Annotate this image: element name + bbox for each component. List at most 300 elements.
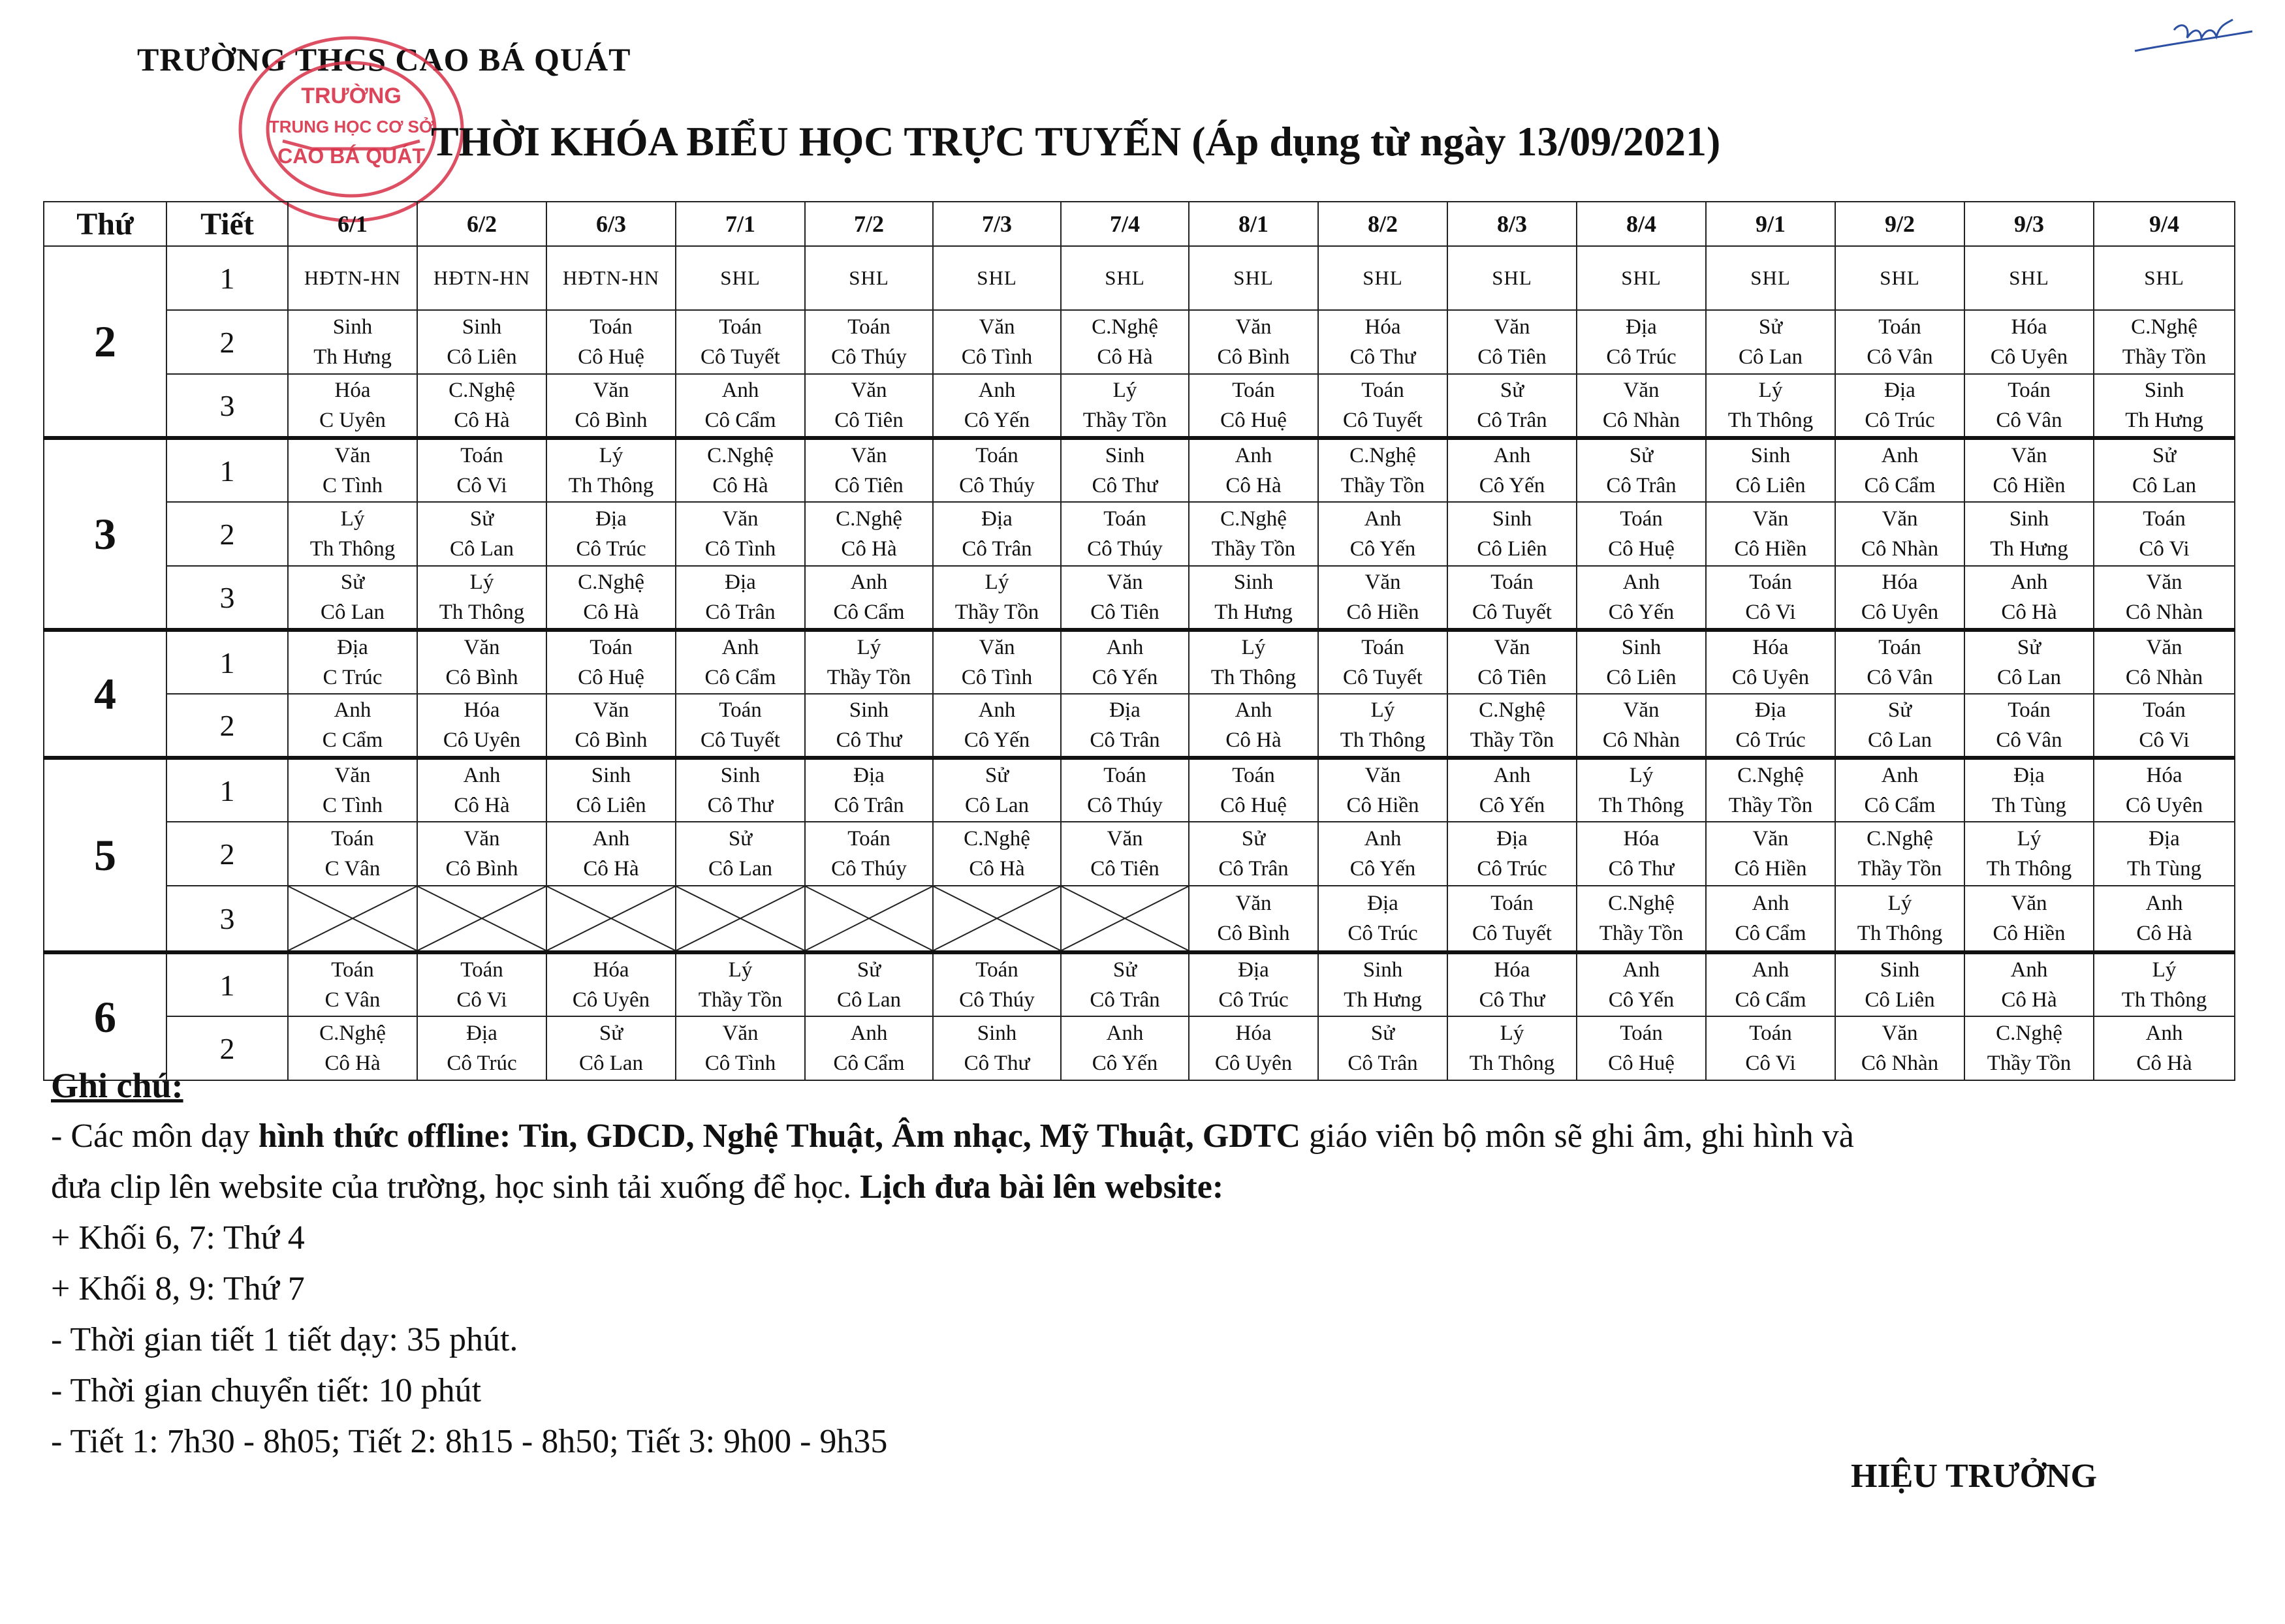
lesson-cell bbox=[933, 822, 1061, 886]
teacher-name: Cô Hà bbox=[583, 601, 639, 624]
teacher-name: Cô Nhàn bbox=[1861, 1052, 1939, 1075]
subject-name: Toán bbox=[331, 958, 374, 982]
subject-name: Lý bbox=[857, 636, 881, 659]
subject-name: Văn bbox=[1752, 507, 1789, 531]
lesson-cell bbox=[546, 694, 676, 758]
lesson-cell bbox=[1835, 822, 1964, 886]
teacher-name: Cô Trúc bbox=[1865, 409, 1935, 432]
lesson-cell bbox=[2094, 694, 2235, 758]
teacher-name: Cô Vi bbox=[1745, 1052, 1796, 1075]
teacher-name: Cô Hà bbox=[1225, 474, 1282, 497]
subject-name: Hóa bbox=[1235, 1022, 1272, 1045]
teacher-name: Cô Thúy bbox=[1087, 794, 1163, 817]
subject-name: SHL bbox=[1621, 266, 1662, 289]
lesson-cell bbox=[1447, 246, 1577, 310]
lesson-cell bbox=[1964, 438, 2094, 502]
subject-name: C.Nghệ bbox=[1867, 827, 1933, 851]
lesson-cell bbox=[417, 694, 546, 758]
lesson-cell bbox=[933, 952, 1061, 1016]
lesson-cell bbox=[676, 310, 805, 374]
period-cell: 2 bbox=[166, 502, 288, 566]
period-cell: 1 bbox=[166, 758, 288, 822]
subject-name: Văn bbox=[1882, 507, 1918, 531]
subject-name: Toán bbox=[2143, 507, 2186, 531]
subject-name: SHL bbox=[720, 266, 761, 289]
subject-name: Sinh bbox=[1750, 444, 1791, 467]
teacher-name: Cô Trân bbox=[1090, 988, 1160, 1012]
subject-name: Văn bbox=[979, 315, 1015, 339]
subject-name: Toán bbox=[1620, 1022, 1663, 1045]
subject-name: SHL bbox=[2144, 266, 2184, 289]
teacher-name: Cô Tuyết bbox=[1472, 922, 1552, 945]
header-class: 8/2 bbox=[1318, 202, 1447, 246]
subject-name: C.Nghệ bbox=[836, 507, 902, 531]
teacher-name: Cô Lan bbox=[449, 537, 514, 561]
table-row bbox=[44, 310, 2235, 374]
subject-name: Sử bbox=[469, 507, 494, 531]
teacher-name: Cô Uyên bbox=[1214, 1052, 1293, 1075]
subject-name: Anh bbox=[592, 827, 630, 851]
lesson-cell bbox=[1318, 246, 1447, 310]
lesson-cell bbox=[1061, 758, 1189, 822]
teacher-name: Cô Hà bbox=[712, 474, 768, 497]
subject-name: Địa bbox=[1496, 827, 1528, 851]
lesson-cell bbox=[676, 822, 805, 886]
teacher-name: Cô Uyên bbox=[443, 728, 521, 752]
teacher-name: Cô Vi bbox=[2139, 537, 2190, 561]
teacher-name: Cô Hà bbox=[2136, 1052, 2192, 1075]
subject-name: Toán bbox=[460, 958, 503, 982]
teacher-name: Th Hưng bbox=[2125, 409, 2203, 432]
subject-name: C.Nghệ bbox=[1479, 698, 1545, 722]
cross-mark-icon bbox=[289, 886, 417, 950]
lesson-cell bbox=[805, 758, 933, 822]
lesson-cell bbox=[1706, 952, 1835, 1016]
teacher-name: Cô Trân bbox=[962, 537, 1032, 561]
subject-name: Sử bbox=[1112, 958, 1137, 982]
no-class-cell bbox=[546, 886, 676, 952]
lesson-cell bbox=[805, 310, 933, 374]
subject-name: Sinh bbox=[720, 764, 761, 787]
subject-name: Hóa bbox=[1364, 315, 1401, 339]
teacher-name: Cô Hà bbox=[969, 857, 1025, 881]
teacher-name: Cô Tình bbox=[961, 666, 1033, 689]
subject-name: Lý bbox=[340, 507, 365, 531]
subject-name: Sinh bbox=[332, 315, 373, 339]
subject-name: HĐTN-HN bbox=[433, 266, 531, 289]
teacher-name: Cô Cẩm bbox=[1735, 922, 1806, 945]
lesson-cell bbox=[1189, 694, 1318, 758]
lesson-cell bbox=[2094, 246, 2235, 310]
subject-name: Sinh bbox=[977, 1022, 1017, 1045]
teacher-name: Cô Vi bbox=[456, 988, 507, 1012]
period-cell: 1 bbox=[166, 630, 288, 694]
subject-name: Anh bbox=[850, 570, 888, 594]
lesson-cell bbox=[1706, 438, 1835, 502]
subject-name: Sinh bbox=[462, 315, 502, 339]
teacher-name: Cô Tiên bbox=[834, 474, 904, 497]
lesson-cell bbox=[546, 502, 676, 566]
subject-name: Toán bbox=[975, 958, 1018, 982]
lesson-cell bbox=[2094, 438, 2235, 502]
teacher-name: Cô Bình bbox=[1217, 345, 1290, 369]
lesson-cell bbox=[417, 438, 546, 502]
lesson-cell bbox=[1061, 438, 1189, 502]
subject-name: Văn bbox=[851, 444, 887, 467]
lesson-cell bbox=[417, 822, 546, 886]
no-class-cell bbox=[676, 886, 805, 952]
lesson-cell bbox=[1706, 822, 1835, 886]
lesson-cell bbox=[1577, 694, 1706, 758]
lesson-cell bbox=[1577, 952, 1706, 1016]
subject-name: Văn bbox=[1107, 827, 1143, 851]
lesson-cell bbox=[1447, 374, 1577, 438]
subject-name: Anh bbox=[978, 379, 1016, 402]
subject-name: Toán bbox=[1490, 570, 1534, 594]
teacher-name: C Cẩm bbox=[322, 728, 383, 752]
subject-name: Lý bbox=[2017, 827, 2041, 851]
subject-name: SHL bbox=[1233, 266, 1274, 289]
timetable bbox=[43, 201, 2235, 1081]
lesson-cell bbox=[417, 310, 546, 374]
subject-name: Toán bbox=[1749, 1022, 1792, 1045]
subject-name: C.Nghệ bbox=[2131, 315, 2198, 339]
lesson-cell bbox=[676, 630, 805, 694]
teacher-name: Cô Thúy bbox=[959, 474, 1035, 497]
teacher-name: Thầy Tồn bbox=[1599, 922, 1684, 945]
subject-name: Văn bbox=[722, 507, 759, 531]
teacher-name: Cô Lan bbox=[1738, 345, 1803, 369]
teacher-name: Cô Hà bbox=[2136, 922, 2192, 945]
subject-name: Sử bbox=[1241, 827, 1266, 851]
teacher-name: Thầy Tồn bbox=[698, 988, 783, 1012]
note-period-schedule: - Tiết 1: 7h30 - 8h05; Tiết 2: 8h15 - 8h50; Tiết 3: 9h00 - 9h35 bbox=[51, 1423, 888, 1460]
subject-name: SHL bbox=[1363, 266, 1403, 289]
lesson-cell bbox=[805, 502, 933, 566]
teacher-name: Cô Vi bbox=[2139, 728, 2190, 752]
subject-name: Văn bbox=[851, 379, 887, 402]
teacher-name: Th Thông bbox=[1727, 409, 1814, 432]
subject-name: Toán bbox=[975, 444, 1018, 467]
lesson-cell bbox=[1318, 952, 1447, 1016]
subject-name: Anh bbox=[2010, 570, 2048, 594]
lesson-cell bbox=[2094, 566, 2235, 630]
subject-name: Anh bbox=[978, 698, 1016, 722]
lesson-cell bbox=[1835, 566, 1964, 630]
teacher-name: Cô Lan bbox=[2132, 474, 2197, 497]
table-row bbox=[44, 374, 2235, 438]
header-period: Tiết bbox=[166, 202, 288, 246]
lesson-cell bbox=[676, 566, 805, 630]
teacher-name: Thầy Tồn bbox=[954, 601, 1039, 624]
teacher-name: Cô Hiền bbox=[1993, 474, 2066, 497]
lesson-cell bbox=[1577, 374, 1706, 438]
subject-name: Lý bbox=[1887, 892, 1912, 915]
lesson-cell bbox=[288, 694, 417, 758]
teacher-name: Cô Cẩm bbox=[833, 601, 905, 624]
teacher-name: Cô Trân bbox=[1347, 1052, 1418, 1075]
lesson-cell bbox=[1318, 374, 1447, 438]
teacher-name: Cô Lan bbox=[1996, 666, 2062, 689]
subject-name: C.Nghệ bbox=[1349, 444, 1416, 467]
lesson-cell bbox=[1577, 566, 1706, 630]
subject-name: Lý bbox=[469, 570, 494, 594]
lesson-cell bbox=[1447, 822, 1577, 886]
subject-name: Địa bbox=[1109, 698, 1141, 722]
teacher-name: C Tình bbox=[323, 794, 383, 817]
teacher-name: Th Hưng bbox=[1344, 988, 1422, 1012]
teacher-name: Cô Uyên bbox=[572, 988, 650, 1012]
subject-name: Anh bbox=[1752, 892, 1789, 915]
subject-name: Địa bbox=[1884, 379, 1915, 402]
lesson-cell bbox=[1577, 246, 1706, 310]
teacher-name: Cô Trúc bbox=[1606, 345, 1677, 369]
subject-name: Anh bbox=[1752, 958, 1789, 982]
teacher-name: Cô Bình bbox=[575, 409, 648, 432]
lesson-cell bbox=[417, 246, 546, 310]
teacher-name: Cô Hà bbox=[1097, 345, 1153, 369]
lesson-cell bbox=[933, 374, 1061, 438]
lesson-cell bbox=[1447, 630, 1577, 694]
teacher-name: Cô Lan bbox=[836, 988, 902, 1012]
subject-name: Lý bbox=[728, 958, 753, 982]
note-text: giáo viên bộ môn sẽ ghi âm, ghi hình và bbox=[1300, 1117, 1854, 1155]
period-cell: 1 bbox=[166, 246, 288, 310]
principal-title: HIỆU TRƯỞNG bbox=[1851, 1458, 2098, 1495]
document-title: THỜI KHÓA BIỂU HỌC TRỰC TUYẾN (Áp dụng từ ngày 13/09/2021) bbox=[431, 118, 1721, 164]
subject-name: Anh bbox=[1106, 1022, 1144, 1045]
subject-name: Văn bbox=[1364, 570, 1401, 594]
teacher-name: Cô Hà bbox=[2001, 988, 2057, 1012]
lesson-cell bbox=[2094, 822, 2235, 886]
subject-name: Sinh bbox=[2144, 379, 2184, 402]
teacher-name: Cô Trân bbox=[1477, 409, 1547, 432]
teacher-name: Cô Yến bbox=[964, 728, 1030, 752]
subject-name: Lý bbox=[1758, 379, 1783, 402]
teacher-name: C Uyên bbox=[319, 409, 386, 432]
subject-name: C.Nghệ bbox=[1737, 764, 1804, 787]
subject-name: SHL bbox=[1492, 266, 1532, 289]
teacher-name: Cô Yến bbox=[1608, 988, 1675, 1012]
subject-name: Anh bbox=[1364, 827, 1402, 851]
teacher-name: Cô Yến bbox=[1092, 1052, 1158, 1075]
lesson-cell bbox=[1318, 886, 1447, 952]
lesson-cell bbox=[1835, 758, 1964, 822]
teacher-name: Cô Tiên bbox=[1090, 857, 1159, 881]
teacher-name: Cô Tuyết bbox=[701, 345, 780, 369]
subject-name: Toán bbox=[719, 315, 762, 339]
header-class: 7/3 bbox=[933, 202, 1061, 246]
lesson-cell bbox=[1318, 438, 1447, 502]
notes-section bbox=[51, 1060, 2258, 1467]
teacher-name: Thầy Tồn bbox=[1340, 474, 1425, 497]
lesson-cell bbox=[1189, 566, 1318, 630]
header-class: 9/3 bbox=[1964, 202, 2094, 246]
table-row bbox=[44, 438, 2235, 502]
subject-name: Anh bbox=[721, 636, 759, 659]
lesson-cell bbox=[288, 438, 417, 502]
teacher-name: Thầy Tồn bbox=[1857, 857, 1942, 881]
subject-name: Địa bbox=[337, 636, 368, 659]
period-cell: 2 bbox=[166, 694, 288, 758]
teacher-name: Cô Thư bbox=[1349, 345, 1416, 369]
teacher-name: Thầy Tồn bbox=[1082, 409, 1167, 432]
teacher-name: Cô Uyên bbox=[1861, 601, 1939, 624]
header-class: 6/1 bbox=[288, 202, 417, 246]
lesson-cell bbox=[1447, 758, 1577, 822]
note-grade-6-7: + Khối 6, 7: Thứ 4 bbox=[51, 1219, 305, 1257]
subject-name: Sử bbox=[1629, 444, 1654, 467]
seal-line-2: TRUNG HỌC CƠ SỞ bbox=[268, 117, 434, 136]
lesson-cell bbox=[1318, 630, 1447, 694]
subject-name: Anh bbox=[1235, 444, 1272, 467]
lesson-cell bbox=[417, 758, 546, 822]
teacher-name: Cô Hà bbox=[2001, 601, 2057, 624]
day-cell: 5 bbox=[44, 758, 166, 952]
teacher-name: Cô Tiên bbox=[1090, 601, 1159, 624]
teacher-name: Cô Vân bbox=[1996, 409, 2062, 432]
subject-name: Sử bbox=[857, 958, 881, 982]
subject-name: Lý bbox=[1500, 1022, 1524, 1045]
teacher-name: Thầy Tồn bbox=[1470, 728, 1554, 752]
teacher-name: Cô Lan bbox=[964, 794, 1030, 817]
table-row bbox=[44, 952, 2235, 1016]
lesson-cell bbox=[1835, 502, 1964, 566]
header-class: 7/4 bbox=[1061, 202, 1189, 246]
corner-signature-icon bbox=[2128, 12, 2259, 64]
subject-name: Toán bbox=[1103, 764, 1146, 787]
teacher-name: Th Thông bbox=[1210, 666, 1297, 689]
lesson-cell bbox=[805, 630, 933, 694]
subject-name: Văn bbox=[1107, 570, 1143, 594]
subject-name: Sử bbox=[1758, 315, 1783, 339]
teacher-name: Thầy Tồn bbox=[1728, 794, 1813, 817]
teacher-name: Cô Thúy bbox=[959, 988, 1035, 1012]
period-cell: 2 bbox=[166, 822, 288, 886]
lesson-cell bbox=[1318, 502, 1447, 566]
subject-name: Toán bbox=[1361, 636, 1404, 659]
subject-name: Anh bbox=[1881, 444, 1919, 467]
table-row bbox=[44, 822, 2235, 886]
teacher-name: Cô Uyên bbox=[1731, 666, 1810, 689]
subject-name: Địa bbox=[981, 507, 1013, 531]
lesson-cell bbox=[1577, 502, 1706, 566]
teacher-name: Cô Liên bbox=[1735, 474, 1806, 497]
subject-name: Sử bbox=[1500, 379, 1524, 402]
teacher-name: C Trúc bbox=[323, 666, 383, 689]
subject-name: Địa bbox=[466, 1022, 497, 1045]
lesson-cell bbox=[1706, 886, 1835, 952]
lesson-cell bbox=[1835, 374, 1964, 438]
subject-name: Anh bbox=[334, 698, 371, 722]
seal-line-3: CAO BÁ QUÁT bbox=[277, 144, 425, 168]
teacher-name: Cô Yến bbox=[1608, 601, 1675, 624]
teacher-name: Cô Tiên bbox=[1477, 345, 1547, 369]
lesson-cell bbox=[1189, 310, 1318, 374]
teacher-name: Cô Huệ bbox=[578, 345, 644, 369]
subject-name: HĐTN-HN bbox=[304, 266, 402, 289]
teacher-name: Th Hưng bbox=[1990, 537, 2068, 561]
period-cell: 3 bbox=[166, 886, 288, 952]
subject-name: Toán bbox=[2143, 698, 2186, 722]
subject-name: SHL bbox=[1105, 266, 1145, 289]
subject-name: Anh bbox=[2145, 892, 2183, 915]
lesson-cell bbox=[288, 310, 417, 374]
lesson-cell bbox=[1189, 630, 1318, 694]
teacher-name: Cô Cẩm bbox=[1735, 988, 1806, 1012]
lesson-cell bbox=[1964, 694, 2094, 758]
teacher-name: Cô Bình bbox=[445, 666, 518, 689]
teacher-name: Cô Tình bbox=[961, 345, 1033, 369]
lesson-cell bbox=[1835, 886, 1964, 952]
lesson-cell bbox=[1061, 246, 1189, 310]
teacher-name: Cô Yến bbox=[1349, 857, 1416, 881]
subject-name: Địa bbox=[1238, 958, 1269, 982]
teacher-name: Cô Thư bbox=[1479, 988, 1545, 1012]
subject-name: C.Nghệ bbox=[449, 379, 515, 402]
lesson-cell bbox=[417, 566, 546, 630]
subject-name: Địa bbox=[1755, 698, 1786, 722]
lesson-cell bbox=[2094, 886, 2235, 952]
lesson-cell bbox=[933, 566, 1061, 630]
header-class: 8/4 bbox=[1577, 202, 1706, 246]
header-class: 9/1 bbox=[1706, 202, 1835, 246]
teacher-name: Cô Trúc bbox=[576, 537, 646, 561]
seal-line-1: TRƯỜNG bbox=[301, 84, 402, 108]
teacher-name: Cô Vân bbox=[1996, 728, 2062, 752]
subject-name: Văn bbox=[464, 827, 500, 851]
teacher-name: Thầy Tồn bbox=[1987, 1052, 2072, 1075]
subject-name: Địa bbox=[725, 570, 756, 594]
subject-name: Sử bbox=[2017, 636, 2041, 659]
note-upload-info bbox=[51, 1162, 2258, 1213]
lesson-cell bbox=[805, 952, 933, 1016]
lesson-cell bbox=[1835, 694, 1964, 758]
lesson-cell bbox=[1835, 952, 1964, 1016]
subject-name: Hóa bbox=[334, 379, 371, 402]
teacher-name: Cô Huệ bbox=[1220, 794, 1287, 817]
teacher-name: Cô Nhàn bbox=[1861, 537, 1939, 561]
teacher-name: Cô Thư bbox=[836, 728, 902, 752]
subject-name: Sử bbox=[728, 827, 753, 851]
period-cell: 1 bbox=[166, 952, 288, 1016]
no-class-cell bbox=[288, 886, 417, 952]
teacher-name: Th Tùng bbox=[1992, 794, 2066, 817]
teacher-name: Th Thông bbox=[1857, 922, 1943, 945]
subject-name: Anh bbox=[1493, 764, 1531, 787]
lesson-cell bbox=[676, 438, 805, 502]
teacher-name: Cô Cẩm bbox=[704, 666, 776, 689]
subject-name: Sử bbox=[599, 1022, 623, 1045]
lesson-cell bbox=[1964, 758, 2094, 822]
teacher-name: Cô Hà bbox=[841, 537, 897, 561]
day-cell: 6 bbox=[44, 952, 166, 1080]
teacher-name: Th Thông bbox=[2121, 988, 2207, 1012]
teacher-name: Cô Liên bbox=[447, 345, 517, 369]
teacher-name: Thầy Tồn bbox=[2122, 345, 2207, 369]
subject-name: Lý bbox=[1241, 636, 1266, 659]
lesson-cell bbox=[2094, 758, 2235, 822]
lesson-cell bbox=[288, 952, 417, 1016]
lesson-cell bbox=[1964, 822, 2094, 886]
teacher-name: Cô Lan bbox=[708, 857, 773, 881]
teacher-name: Th Hưng bbox=[313, 345, 392, 369]
lesson-cell bbox=[2094, 630, 2235, 694]
teacher-name: Cô Yến bbox=[1349, 537, 1416, 561]
subject-name: Lý bbox=[599, 444, 623, 467]
teacher-name: Cô Trúc bbox=[1477, 857, 1547, 881]
subject-name: C.Nghệ bbox=[964, 827, 1030, 851]
